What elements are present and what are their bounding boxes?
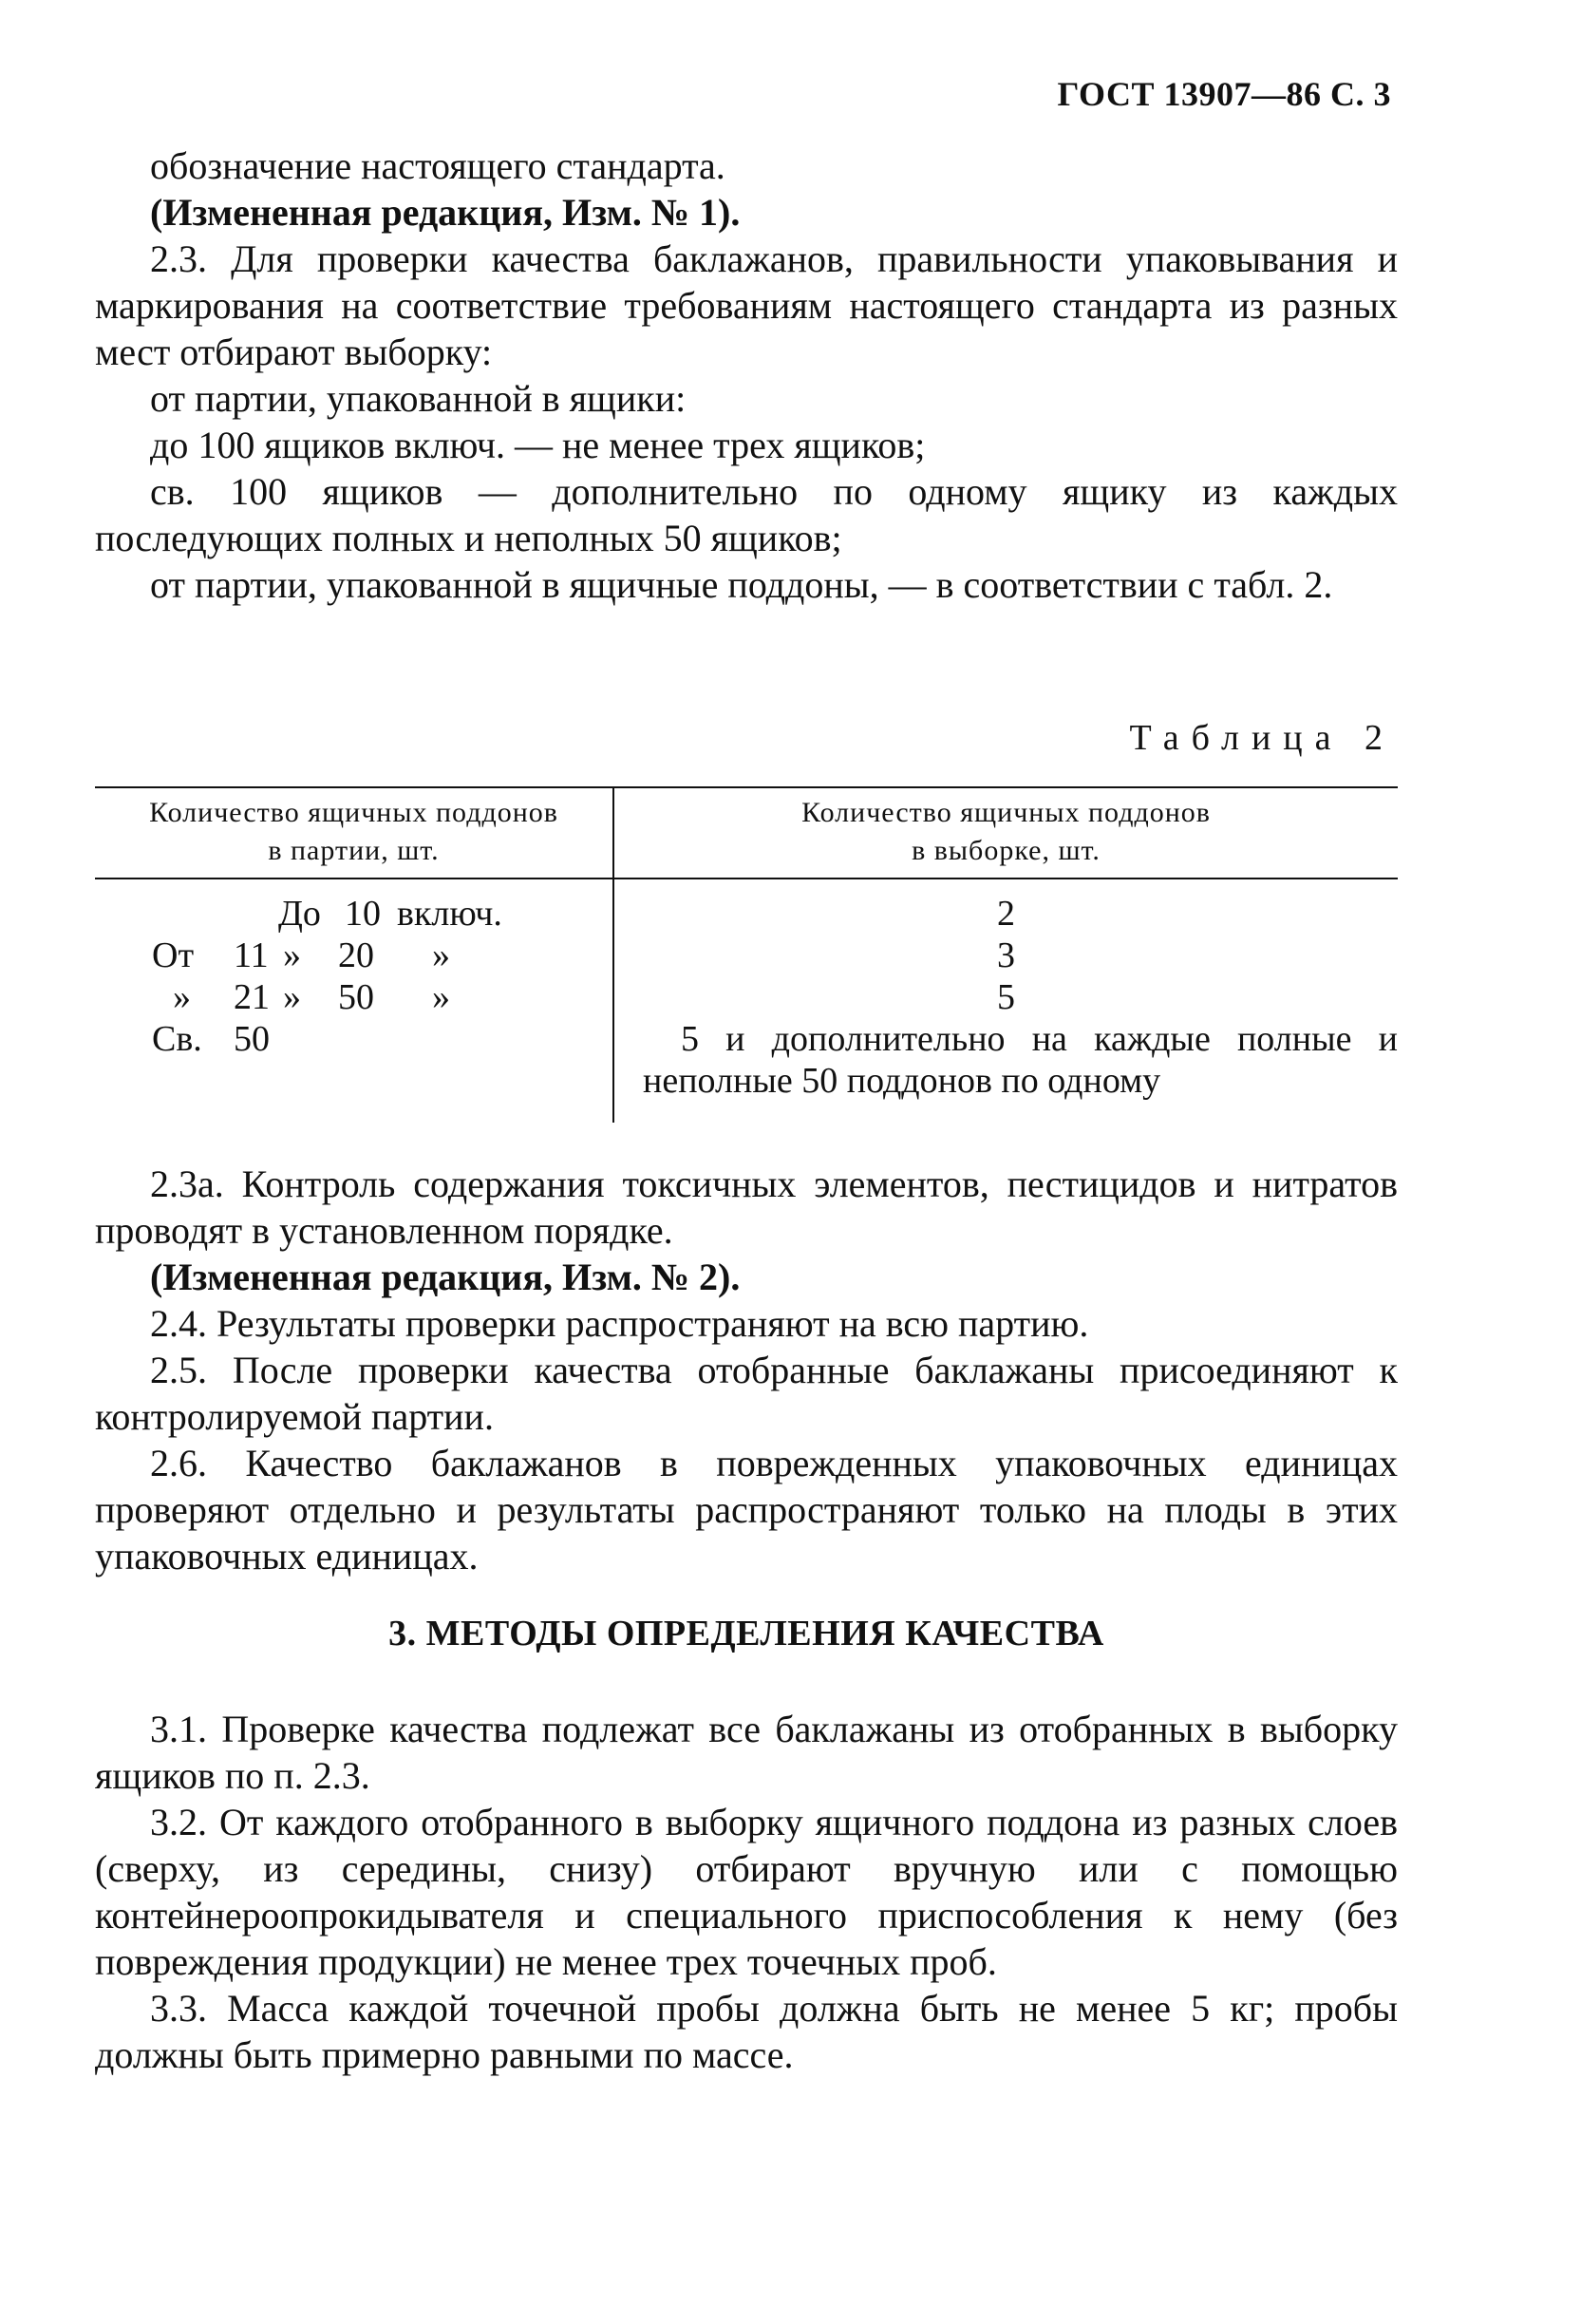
table-left-column — [95, 893, 612, 1060]
table-row — [95, 976, 612, 1018]
paragraph: обозначение настоящего стандарта. — [150, 144, 725, 187]
paragraph: 3.3. Масса каждой точечной пробы должна быть не менее 5 кг; пробы должны быть примерно равными по массе. — [95, 1987, 1398, 2076]
page-header: ГОСТ 13907—86 С. 3 — [1057, 75, 1391, 113]
table-cell: » — [173, 977, 191, 1017]
table-header-cell — [95, 786, 612, 878]
paragraph: 3.1. Проверке качества подлежат все баклажаны из отобранных в выборку ящиков по п. 2.3. — [95, 1708, 1398, 1797]
paragraph: до 100 ящиков включ. — не менее трех ящиков; — [150, 424, 926, 466]
table-row — [95, 893, 612, 935]
paragraph: от партии, упакованной в ящичные поддоны, — в соответствии с табл. 2. — [150, 563, 1333, 606]
table-cell: До — [278, 894, 321, 934]
sample-size-table — [95, 786, 1398, 1123]
table-caption: Таблица 2 — [1129, 718, 1395, 758]
table-row — [95, 1018, 612, 1060]
paragraph: 2.5. После проверки качества отобранные баклажаны присоединяют к контролируемой партии. — [95, 1349, 1398, 1438]
paragraph: 2.3а. Контроль содержания токсичных элементов, пестицидов и нитратов проводят в установленном порядке. — [95, 1162, 1398, 1252]
section-heading: 3. МЕТОДЫ ОПРЕДЕЛЕНИЯ КАЧЕСТВА — [388, 1614, 1104, 1653]
table-right-column — [614, 893, 1398, 1102]
paragraph: от партии, упакованной в ящики: — [150, 377, 687, 420]
table-cell: 20 — [338, 935, 374, 975]
paragraph: 2.6. Качество баклажанов в поврежденных упаковочных единицах проверяют отдельно и результаты распространяют только на плоды в этих упаковочных единицах. — [95, 1442, 1398, 1578]
table-cell: 10 — [345, 894, 381, 934]
table-cell: 11 — [234, 935, 269, 975]
table-cell: 5 — [997, 977, 1015, 1017]
amendment-note: (Измененная редакция, Изм. № 2). — [150, 1256, 741, 1298]
table-cell: 3 — [997, 935, 1015, 975]
table-cell: » — [432, 935, 450, 975]
table-header-line: Количество ящичных поддонов — [801, 797, 1211, 828]
bottom-text-block — [95, 1706, 1398, 2078]
table-cell — [614, 1018, 1398, 1102]
middle-text-block — [95, 1161, 1398, 1579]
table-cell-text: 5 и дополнительно на каждые полные и неполные 50 поддонов по одному — [643, 1019, 1398, 1101]
paragraph: 2.3. Для проверки качества баклажанов, правильности упаковывания и маркирования на соответствие требованиям настоящего стандарта из разных мест отбирают выборку: — [95, 237, 1398, 373]
table-cell: 21 — [234, 977, 270, 1017]
table-cell: » — [432, 977, 450, 1017]
table-cell: 50 — [338, 977, 374, 1017]
table-cell: 2 — [997, 894, 1015, 934]
table-cell: 50 — [234, 1019, 270, 1059]
table-cell: » — [283, 977, 301, 1017]
table-header-line: Количество ящичных поддонов — [149, 797, 558, 828]
table-cell: » — [283, 935, 301, 975]
paragraph: св. 100 ящиков — дополнительно по одному ящику из каждых последующих полных и неполных 50 ящиков; — [95, 470, 1398, 559]
table-cell: включ. — [397, 894, 502, 934]
table-header-line: в выборке, шт. — [912, 835, 1101, 866]
table-header-rule — [95, 878, 1398, 879]
paragraph: 3.2. От каждого отобранного в выборку ящичного поддона из разных слоев (сверху, из середины, снизу) отбирают вручную или с помощью контейнероопрокидывателя и специального приспособления к нему (без повреждения продукции) не менее трех точечных проб. — [95, 1801, 1398, 1983]
table-header-cell — [614, 786, 1398, 878]
table-cell: Св. — [152, 1019, 202, 1059]
paragraph: 2.4. Результаты проверки распространяют на всю партию. — [150, 1302, 1089, 1345]
table-header-line: в партии, шт. — [268, 835, 440, 866]
amendment-note: (Измененная редакция, Изм. № 1). — [150, 191, 741, 234]
table-row — [95, 935, 612, 976]
top-text-block — [95, 142, 1398, 608]
table-cell: От — [152, 935, 195, 975]
